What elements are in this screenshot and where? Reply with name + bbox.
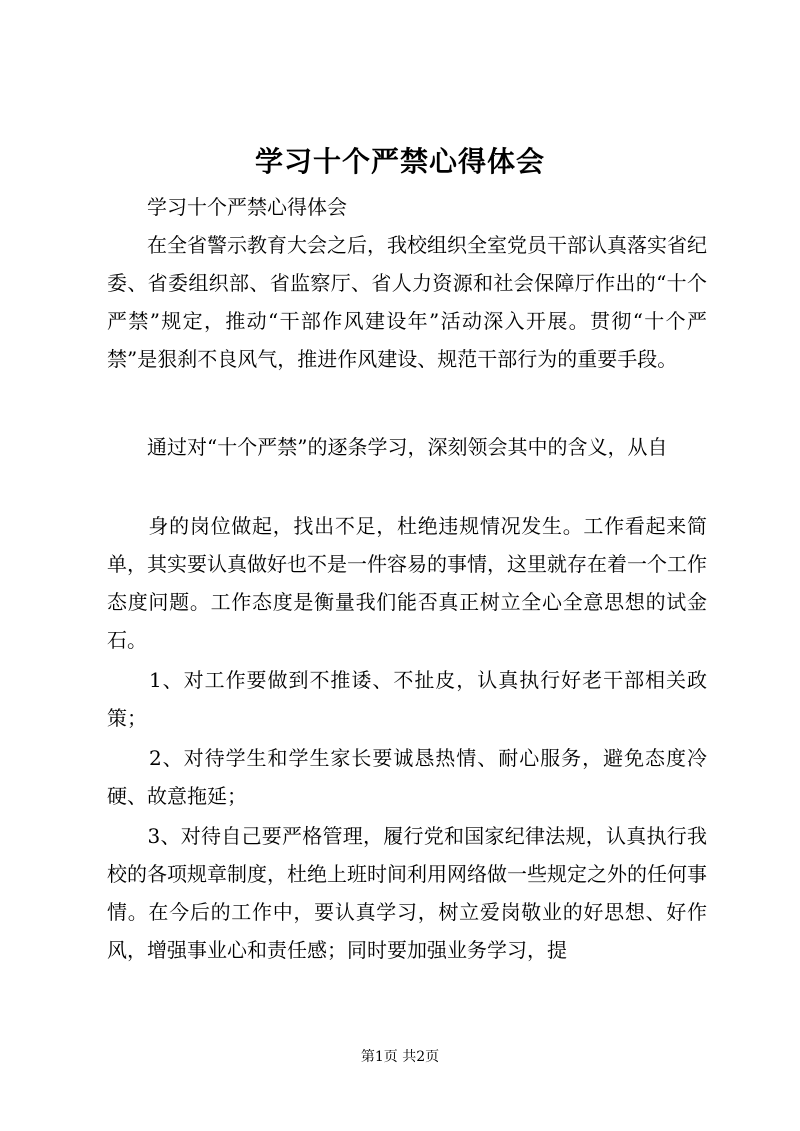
page-number-footer: 第1页 共2页 [360, 1049, 440, 1065]
paragraph-subtitle: 学习十个严禁心得体会 [107, 195, 347, 219]
paragraph-intro: 在全省警示教育大会之后，我校组织全室党员干部认真落实省纪委、省委组织部、省监察厅、省人力资源和社会保障厅作出的“十个严禁”规定，推动“干部作风建设年”活动深入开展。贯彻“十个严禁”是狠刹不良风气，推进作风建设、规范干部行为的重要手段。 [107, 233, 707, 371]
paragraph-study: 通过对“十个严禁”的逐条学习，深刻领会其中的含义，从自 [107, 435, 668, 459]
paragraph-item-3: 3、对待自己要严格管理，履行党和国家纪律法规，认真执行我校的各项规章制度，杜绝上班时间利用网络做一些规定之外的任何事情。在今后的工作中，要认真学习，树立爱岗敬业的好思想、好作风，增强事业心和责任感；同时要加强业务学习，提 [107, 824, 707, 962]
document-title: 学习十个严禁心得体会 [254, 145, 545, 178]
paragraph-item-1: 1、对工作要做到不推诿、不扯皮，认真执行好老干部相关政策； [107, 668, 707, 730]
paragraph-item-2: 2、对待学生和学生家长要诚恳热情、耐心服务，避免态度冷硬、故意拖延； [107, 746, 707, 808]
paragraph-attitude: 身的岗位做起，找出不足，杜绝违规情况发生。工作看起来简单，其实要认真做好也不是一件容易的事情，这里就存在着一个工作态度问题。工作态度是衡量我们能否真正树立全心全意思想的试金石。 [107, 514, 707, 652]
